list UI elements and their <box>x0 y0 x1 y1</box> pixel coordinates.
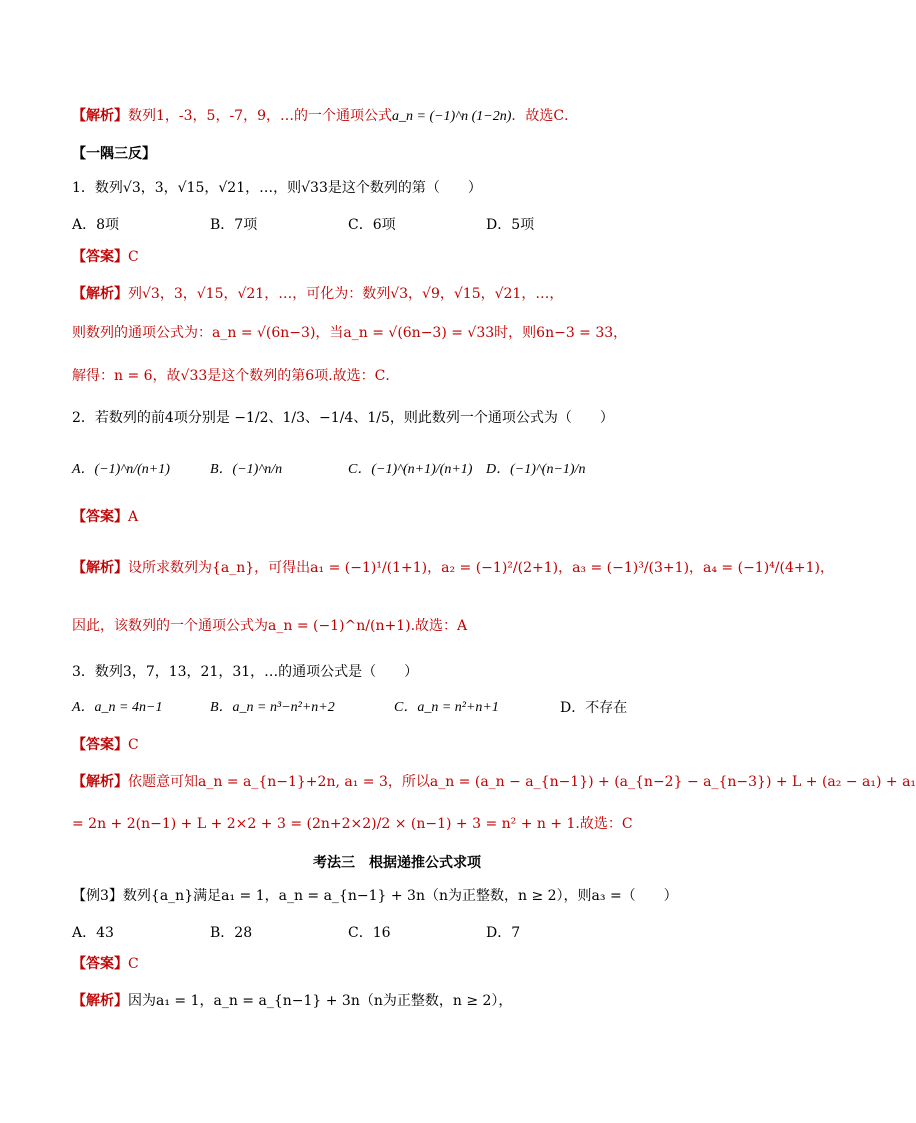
q1-option-a: A．8项 <box>72 217 120 233</box>
q1-analysis-3: 解得：n = 6，故√33是这个数列的第6项.故选：C． <box>72 368 400 384</box>
example3-answer <box>72 954 139 974</box>
q3-option-a: A．a_n = 4n−1 <box>72 700 163 715</box>
answer-tag: 【答案】 <box>72 737 128 753</box>
example3-option-c: C．16 <box>348 925 391 941</box>
q3-analysis-1 <box>72 772 916 792</box>
q3-option-b: B．a_n = n³−n²+n+2 <box>210 700 335 715</box>
analysis-tag: 【解析】 <box>72 560 128 576</box>
q2-analysis-1-text: 设所求数列为{a_n}，可得出a₁ = (−1)¹/(1+1)，a₂ = (−1)²/(2+1)，a₃ = (−1)³/(3+1)，a₄ = (−1)⁴/(4+1)， <box>128 560 834 576</box>
example3-option-b: B．28 <box>210 925 253 941</box>
example3-stem <box>72 886 678 906</box>
q2-analysis-1 <box>72 558 834 578</box>
q1-answer <box>72 247 139 267</box>
example3-analysis-1 <box>72 991 512 1011</box>
q1-analysis-2: 则数列的通项公式为：a_n = √(6n−3)，当a_n = √(6n−3) = √33时，则6n−3 = 33， <box>72 325 628 341</box>
q2-option-c: C．(−1)^(n+1)/(n+1) <box>348 462 473 477</box>
q2-answer-value: A <box>128 509 139 525</box>
q2-analysis-2: 因此，该数列的一个通项公式为a_n = (−1)^n/(n+1).故选：A <box>72 618 468 634</box>
top-analysis-prefix: 数列1，-3，5，-7，9，…的一个通项公式 <box>128 108 392 124</box>
q3-option-d: D．不存在 <box>560 700 628 716</box>
example3-answer-value: C <box>128 956 139 972</box>
section-title: 考法三 根据递推公式求项 <box>313 855 481 871</box>
q1-analysis-1 <box>72 284 563 304</box>
q3-stem: 3．数列3，7，13，21，31，…的通项公式是（ ） <box>72 664 419 680</box>
answer-tag: 【答案】 <box>72 509 128 525</box>
q2-option-d: D．(−1)^(n−1)/n <box>486 462 586 477</box>
q3-answer-value: C <box>128 737 139 753</box>
one-three-heading: 【一隅三反】 <box>72 146 156 162</box>
example3-tag: 【例3】 <box>72 888 123 904</box>
analysis-tag: 【解析】 <box>72 993 128 1009</box>
example3-option-a: A．43 <box>72 925 114 941</box>
top-analysis-formula: a_n = (−1)^n (1−2n) <box>392 109 512 124</box>
q1-option-d: D．5项 <box>486 217 535 233</box>
answer-tag: 【答案】 <box>72 956 128 972</box>
q3-answer <box>72 735 139 755</box>
q3-option-c: C．a_n = n²+n+1 <box>394 700 499 715</box>
q3-analysis-2: = 2n + 2(n−1) + L + 2×2 + 3 = (2n+2×2)/2 × (n−1) + 3 = n² + n + 1.故选：C <box>72 816 633 832</box>
q1-answer-value: C <box>128 249 139 265</box>
analysis-tag: 【解析】 <box>72 774 128 790</box>
q3-analysis-1-text: 依题意可知a_n = a_{n−1}+2n, a₁ = 3，所以a_n = (a_n − a_{n−1}) + (a_{n−2} − a_{n−3}) + L + (a₂ − a₁) + a₁ <box>128 774 916 790</box>
example3-stem-text: 数列{a_n}满足a₁ = 1，a_n = a_{n−1} + 3n（n为正整数，n ≥ 2），则a₃ =（ ） <box>122 888 678 904</box>
example3-option-d: D．7 <box>486 925 521 941</box>
q2-answer <box>72 507 138 527</box>
q2-option-b: B．(−1)^n/n <box>210 462 283 477</box>
top-analysis <box>72 106 578 127</box>
q1-analysis-1-text: 列√3，3，√15，√21，…，可化为：数列√3，√9，√15，√21，…， <box>128 286 564 302</box>
q1-stem: 1．数列√3，3，√15，√21，…，则√33是这个数列的第（ ） <box>72 180 482 196</box>
top-analysis-suffix: ．故选C． <box>511 108 579 124</box>
example3-analysis-1-text: 因为a₁ = 1，a_n = a_{n−1} + 3n（n为正整数，n ≥ 2）， <box>128 993 513 1009</box>
q2-stem: 2．若数列的前4项分别是 −1/2、1/3、−1/4、1/5，则此数列一个通项公式为（ ） <box>72 410 614 426</box>
analysis-tag: 【解析】 <box>72 108 128 124</box>
analysis-tag: 【解析】 <box>72 286 128 302</box>
q2-option-a: A．(−1)^n/(n+1) <box>72 462 170 477</box>
answer-tag: 【答案】 <box>72 249 128 265</box>
q1-option-b: B．7项 <box>210 217 258 233</box>
q1-option-c: C．6项 <box>348 217 396 233</box>
